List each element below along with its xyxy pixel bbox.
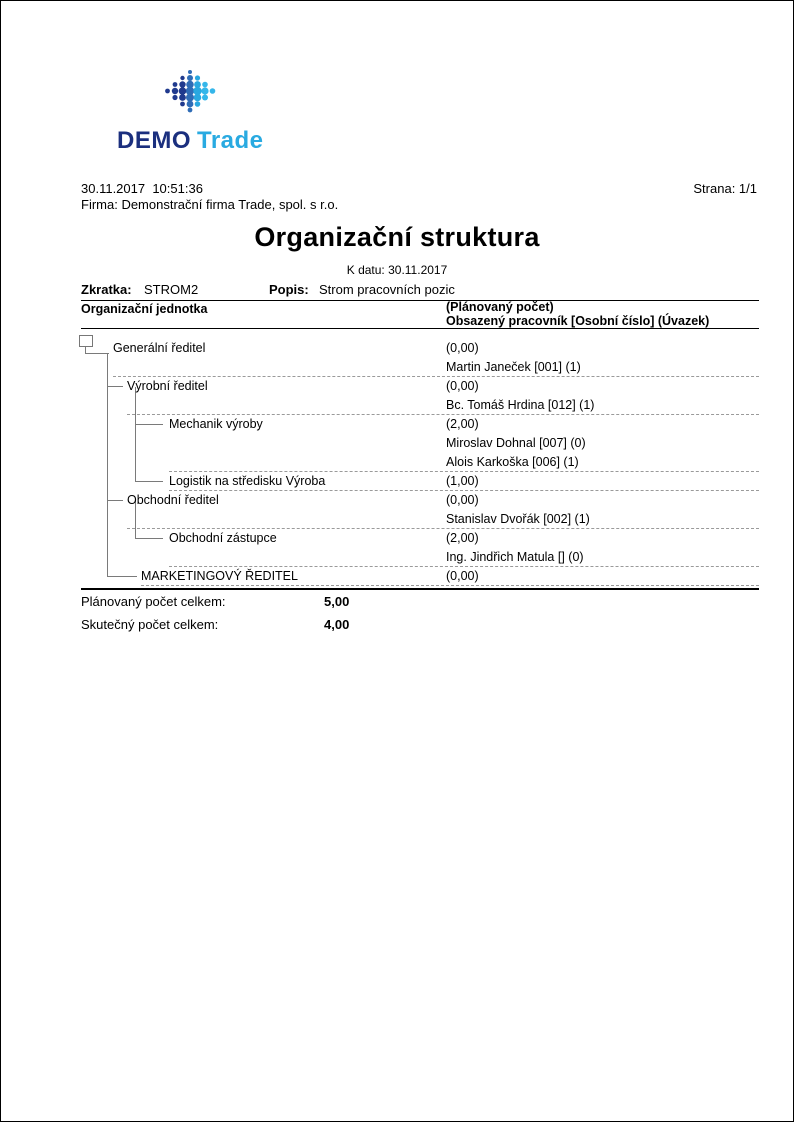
report-header-row: [81, 181, 757, 196]
demo-trade-logo-icon: [135, 57, 245, 127]
col-header-planned: (Plánovaný počet): [446, 300, 554, 314]
actual-total-value: 4,00: [324, 617, 350, 632]
logo-text-demo: DEMO: [117, 127, 191, 154]
as-of-date: K datu: 30.11.2017: [346, 263, 448, 277]
count-or-worker-cell: Stanislav Dvořák [002] (1): [446, 512, 590, 526]
table-row: [81, 377, 759, 396]
planned-total-label: Plánovaný počet celkem:: [81, 594, 226, 609]
logo-text-trade: Trade: [197, 127, 264, 154]
org-unit-cell: Mechanik výroby: [169, 417, 263, 431]
table-row: [81, 510, 759, 529]
org-unit-cell: Výrobní ředitel: [127, 379, 208, 393]
count-or-worker-cell: Alois Karkoška [006] (1): [446, 455, 579, 469]
table-row: [81, 491, 759, 510]
count-or-worker-cell: (2,00): [446, 417, 479, 431]
table-row: [81, 472, 759, 491]
table-row: [81, 415, 759, 434]
count-or-worker-cell: Miroslav Dohnal [007] (0): [446, 436, 586, 450]
table-row: [81, 396, 759, 415]
table-row: [81, 529, 759, 548]
planned-total-row: [81, 594, 349, 609]
org-unit-cell: Obchodní ředitel: [127, 493, 219, 507]
table-row: [81, 339, 759, 358]
abbr-value: STROM2: [144, 282, 199, 297]
planned-total-value: 5,00: [324, 594, 350, 609]
table-row: [81, 548, 759, 567]
count-or-worker-cell: Martin Janeček [001] (1): [446, 360, 581, 374]
count-or-worker-cell: (1,00): [446, 474, 479, 488]
desc-label: Popis:: [269, 282, 309, 297]
totals-separator: [81, 588, 759, 590]
desc-value: Strom pracovních pozic: [319, 282, 455, 297]
count-or-worker-cell: (2,00): [446, 531, 479, 545]
table-row: [81, 358, 759, 377]
table-row: [81, 567, 759, 586]
company-line: Firma: Demonstrační firma Trade, spol. s r.o.: [81, 197, 339, 212]
actual-total-label: Skutečný počet celkem:: [81, 617, 219, 632]
report-title: Organizační struktura: [254, 222, 540, 252]
company-logo: [117, 57, 277, 155]
col-header-right: [446, 301, 709, 328]
table-header: [81, 301, 759, 329]
print-datetime: 30.11.2017 10:51:36: [81, 181, 203, 196]
col-header-unit: Organizační jednotka: [81, 302, 208, 316]
report-meta-row: [81, 282, 759, 301]
count-or-worker-cell: Ing. Jindřich Matula [] (0): [446, 550, 584, 564]
org-unit-cell: Generální ředitel: [113, 341, 206, 355]
table-row: [81, 453, 759, 472]
org-unit-cell: Logistik na středisku Výroba: [169, 474, 326, 488]
count-or-worker-cell: (0,00): [446, 569, 479, 583]
row-separator: [141, 585, 759, 586]
org-table-body: [81, 339, 759, 586]
logo-wordmark: [117, 127, 277, 155]
count-or-worker-cell: Bc. Tomáš Hrdina [012] (1): [446, 398, 595, 412]
count-or-worker-cell: (0,00): [446, 341, 479, 355]
count-or-worker-cell: (0,00): [446, 493, 479, 507]
abbr-label: Zkratka:: [81, 282, 132, 297]
actual-total-row: [81, 617, 349, 632]
col-header-worker: Obsazený pracovník [Osobní číslo] (Úvazek): [446, 313, 710, 328]
org-unit-cell: MARKETINGOVÝ ŘEDITEL: [141, 569, 298, 583]
count-or-worker-cell: (0,00): [446, 379, 479, 393]
org-unit-cell: Obchodní zástupce: [169, 531, 277, 545]
table-row: [81, 434, 759, 453]
page-number: Strana: 1/1: [693, 181, 757, 196]
